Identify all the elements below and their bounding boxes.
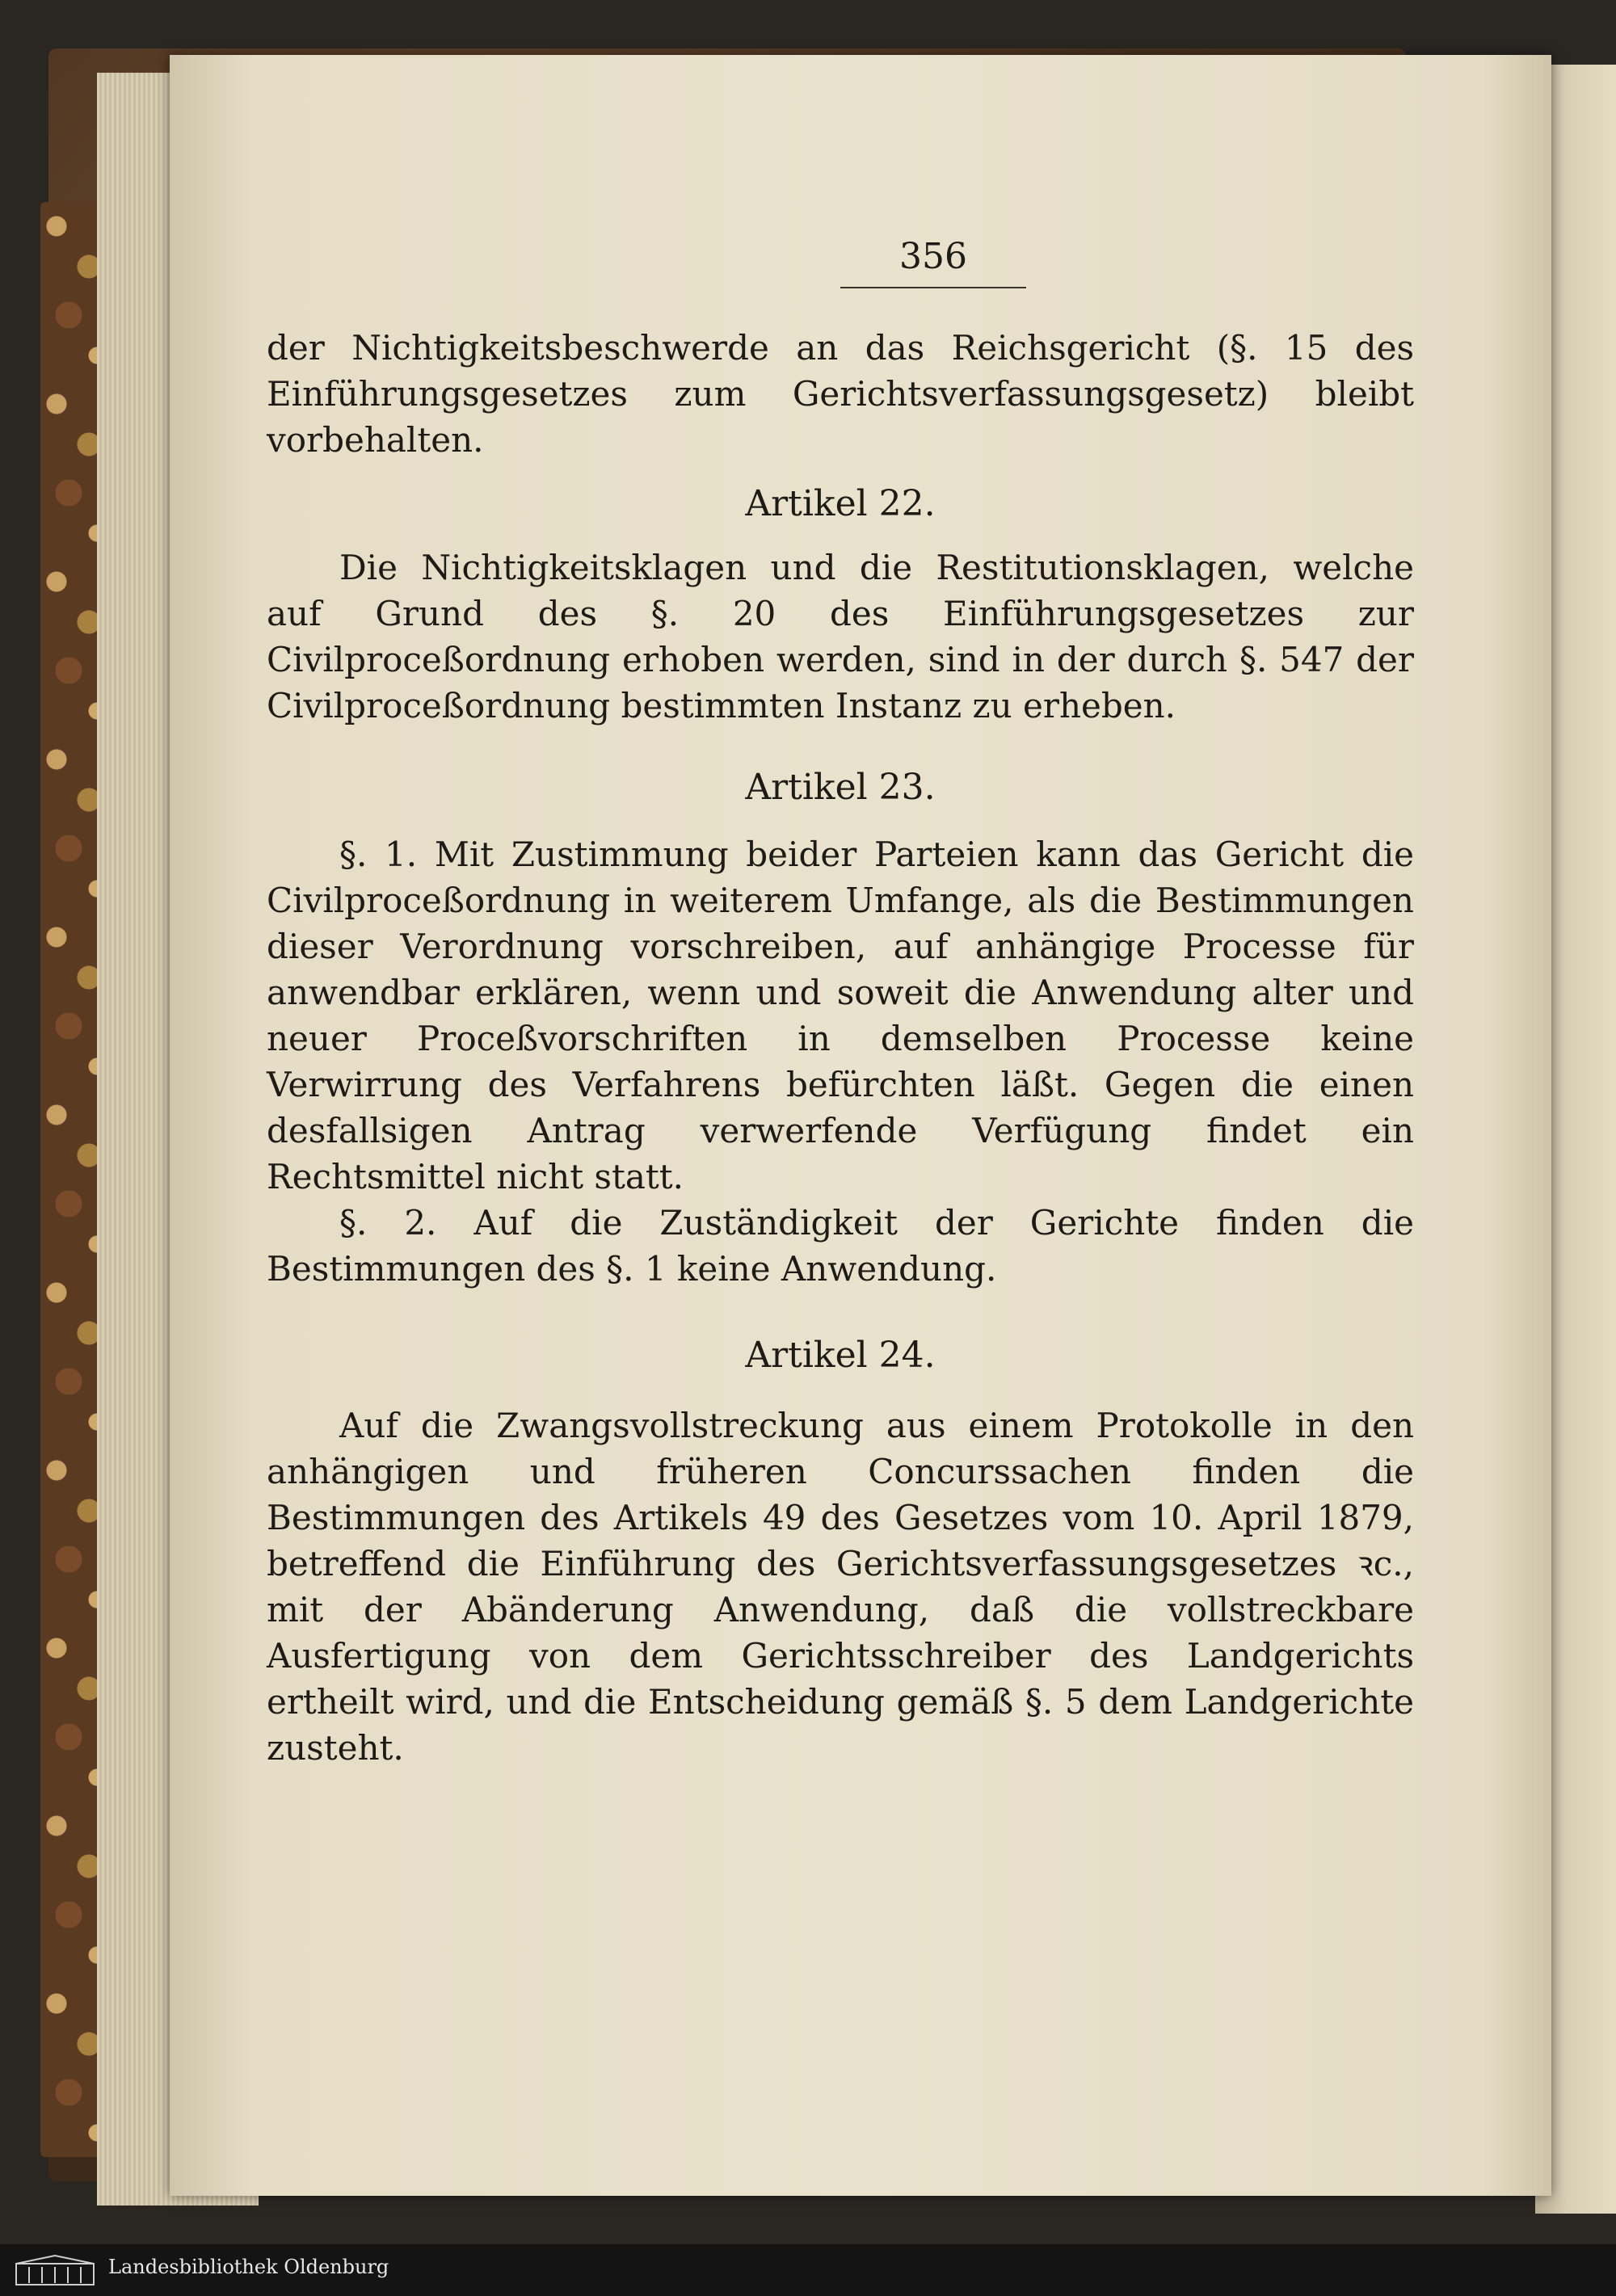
article-heading: Artikel 23. [745, 767, 936, 808]
library-name: Landesbibliothek Oldenburg [108, 2256, 389, 2278]
library-building-icon [15, 2254, 95, 2286]
paragraph: §. 1. Mit Zustimmung beider Parteien kann das Gericht die Civilproceßordnung in weiterem Umfange, als die Bestimmungen dieser Verordnung vorschreiben, auf anhängige Processe für anwendbar erklären, wenn und soweit die Anwendung alter und neuer Proceßvorschriften in demselben Processe keine Verwirrung des Verfahrens befürchten läßt. Gegen die einen desfallsigen Antrag verwerfende Verfügung findet ein Rechtsmittel nicht statt. [267, 835, 1414, 1196]
page-number: 356 [840, 236, 1026, 288]
article-heading: Artikel 24. [745, 1335, 936, 1376]
paragraph: Die Nichtigkeitsklagen und die Restitutionsklagen, welche auf Grund des §. 20 des Einführungsgesetzes zur Civilproceßordnung erhoben werden, sind in der durch §. 547 der Civilproceßordnung bestimmten Instanz zu erheben. [267, 548, 1414, 725]
page-text [267, 325, 1414, 1771]
paragraph: §. 2. Auf die Zuständigkeit der Gerichte finden die Bestimmungen des §. 1 keine Anwendung. [267, 1203, 1414, 1289]
paragraph: Auf die Zwangsvollstreckung aus einem Protokolle in den anhängigen und früheren Concurssachen finden die Bestimmungen des Artikels 49 des Gesetzes vom 10. April 1879, betreffend die Einführung des Gerichtsverfassungsgesetzes ꝛc., mit der Abänderung Anwendung, daß die vollstreckbare Ausfertigung von dem Gerichtsschreiber des Landgerichts ertheilt wird, und die Entscheidung gemäß §. 5 dem Landgerichte zusteht. [267, 1406, 1414, 1768]
paragraph: der Nichtigkeitsbeschwerde an das Reichsgericht (§. 15 des Einführungsgesetzes zum Gerichtsverfassungsgesetz) bleibt vorbehalten. [267, 328, 1414, 460]
footer-bar [0, 2244, 1616, 2296]
article-heading: Artikel 22. [745, 483, 936, 524]
